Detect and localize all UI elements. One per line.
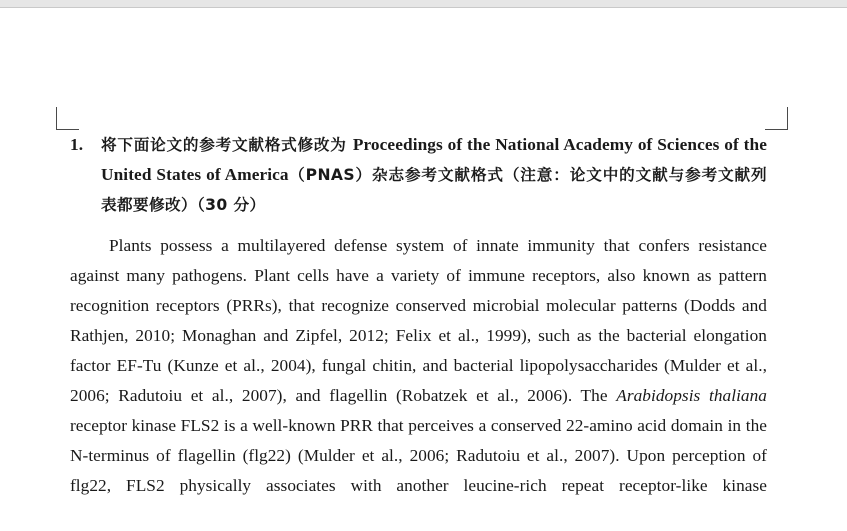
species-name-italic: Arabidopsis thaliana — [616, 386, 767, 405]
margin-mark-top-left — [56, 107, 79, 130]
question-text-segment-1: 将下面论文的参考文献格式修改为 — [101, 136, 353, 154]
document-page — [0, 8, 847, 529]
paragraph-text-after-species: receptor kinase FLS2 is a well-known PRR that perceives a conserved 22-amino acid domain in the N-terminus of flagellin (flg22) (Mulder et al., 2006; Radutoiu et al., 2007). Upon perception of flg22, FLS2 physically associates with another leucine-rich repeat receptor-like kinase — [70, 416, 767, 495]
body-paragraph — [70, 231, 767, 531]
margin-mark-top-right — [765, 107, 788, 130]
viewer-top-band — [0, 0, 847, 7]
question-heading — [70, 130, 767, 220]
question-number: 1. — [70, 135, 84, 154]
page-content — [70, 130, 767, 531]
question-text-segment-2: Proceedings of the National Academy of Sciences of the United States of America — [101, 135, 767, 184]
paragraph-text-before-species: Plants possess a multilayered defense system of innate immunity that confers resistance against many pathogens. Plant cells have a variety of immune receptors, also known as pattern recognition receptors (PRRs), that recognize conserved microbial molecular patterns (Dodds and Rathjen, 2010; Monaghan and Zipfel, 2012; Felix et al., 1999), such as the bacterial elongation factor EF-Tu (Kunze et al., 2004), fungal chitin, and bacterial lipopolysaccharides (Mulder et al., 2006; Radutoiu et al., 2007), and flagellin (Robatzek et al., 2006). The — [70, 236, 767, 405]
question-text-segment-3: （PNAS）杂志参考文献格式（注意：论文中的文献与参考文献列表都要修改）（30 分） — [101, 166, 767, 214]
